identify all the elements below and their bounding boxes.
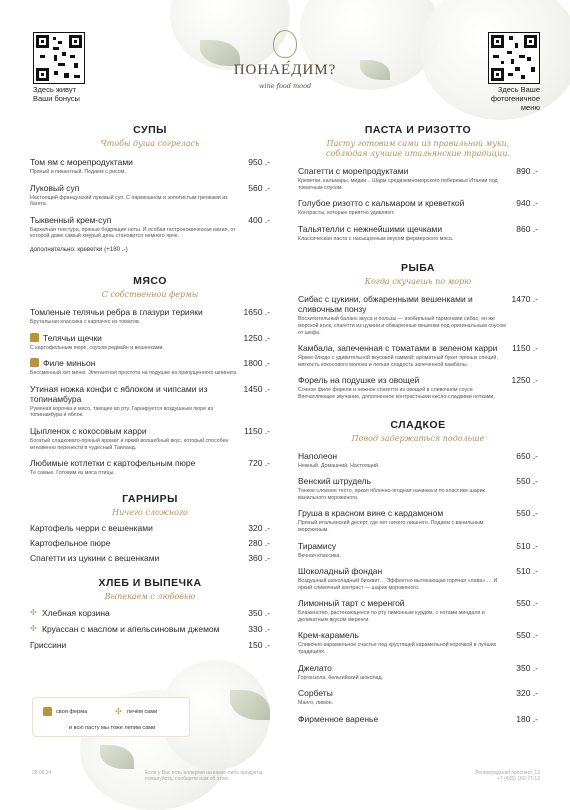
menu-item bbox=[298, 198, 538, 217]
wheat-icon: ✣ bbox=[115, 707, 122, 716]
menu-item bbox=[30, 215, 270, 240]
item-price: 1800 .- bbox=[243, 358, 270, 369]
left-column bbox=[30, 124, 270, 650]
item-name: Сорбеты bbox=[298, 688, 333, 699]
item-description: Румяная корочка и мясо, тающее во рту. Гарнируется воздушным пюре из топинамбура и яблок. bbox=[30, 405, 213, 419]
item-name: Любимые котлетки с картофельным пюре bbox=[30, 458, 196, 469]
section-title: ХЛЕБ И ВЫПЕЧКА bbox=[98, 576, 202, 589]
item-price: 360 .- bbox=[248, 552, 270, 563]
menu-item bbox=[298, 343, 538, 368]
item-description: Восхитительный баланс вкуса и пользы — изобильный гармонами сибас, он же морской волк, спагетти из цукини и обжаренные вешенки под оригинальным соусом от шефа. bbox=[298, 316, 506, 336]
item-name: Джелато bbox=[298, 662, 332, 673]
item-name: Фирменное варенье bbox=[298, 713, 379, 724]
farm-icon bbox=[30, 333, 39, 342]
legend-pasta-note: и всю пасту мы тоже лепим сами bbox=[69, 725, 156, 731]
item-price: 1470 .- bbox=[511, 294, 538, 305]
item-description: Манго, лимон. bbox=[298, 700, 334, 707]
item-price: 180 .- bbox=[516, 713, 538, 724]
menu-item bbox=[298, 688, 538, 707]
item-description: Блаженство, растекающееся по рту лимонным курдом, с нотами миндаля и деликатным вкусом меренги. bbox=[298, 610, 485, 623]
item-price: 560 .- bbox=[248, 182, 270, 193]
item-price: 650 .- bbox=[516, 450, 538, 461]
item-name: Спагетти из цукини с вешенками bbox=[30, 552, 160, 563]
section-soups bbox=[30, 124, 270, 253]
legend-baked-label: печём сами bbox=[127, 708, 158, 715]
section-title: ПАСТА И РИЗОТТО bbox=[364, 124, 472, 136]
item-price: 320 .- bbox=[248, 522, 270, 533]
menu-item bbox=[30, 426, 270, 451]
item-name: Гриссини bbox=[30, 639, 67, 650]
item-price: 860 .- bbox=[516, 223, 538, 234]
item-description: Горгонзола, бельгийский шоколад. bbox=[298, 674, 384, 681]
item-name: Луковый суп bbox=[30, 182, 80, 193]
section-subtitle: Повод задержаться подольше bbox=[351, 433, 485, 443]
wheat-icon: ✣ bbox=[30, 623, 37, 633]
section-fish bbox=[298, 262, 538, 400]
item-price: 1250 .- bbox=[511, 375, 538, 386]
menu-item bbox=[298, 598, 538, 623]
item-price: 150 .- bbox=[248, 639, 270, 650]
qr-caption-bonuses: Здесь живут Ваши бонусы bbox=[33, 85, 80, 103]
menu-item bbox=[30, 640, 270, 650]
menu-item bbox=[298, 566, 538, 591]
section-title: МЯСО bbox=[133, 274, 167, 287]
item-description: Контрасты, которые приятно удивляют. bbox=[298, 210, 395, 217]
section-title: СЛАДКОЕ bbox=[390, 418, 446, 431]
item-name: Груша в красном вине с кардамоном bbox=[298, 508, 444, 519]
item-price: 330 .- bbox=[248, 623, 270, 634]
item-name: Телячьи щечки bbox=[43, 332, 102, 343]
extra-option: дополнительно: креветки (+180 .-) bbox=[30, 245, 128, 253]
item-name: Камбала, запеченная с томатами в зеленом карри bbox=[298, 343, 498, 354]
item-name: Сибас с цукини, обжаренными вешенками и сливочным понзу bbox=[298, 294, 473, 315]
restaurant-logo bbox=[226, 30, 344, 90]
item-description: Бархатная текстура, пряные бодрящие ноты. И особая гастрономическая магия, от которой даже самый хмурый день становится немного ярче. bbox=[30, 226, 236, 240]
menu-item bbox=[298, 508, 538, 533]
section-subtitle: Чтобы душа согрелась bbox=[100, 139, 200, 148]
item-name: Шоколадный фондан bbox=[298, 566, 383, 577]
item-price: 1450 .- bbox=[243, 383, 270, 394]
legend-farm-label: своя ферма bbox=[56, 708, 88, 715]
menu-item bbox=[30, 384, 270, 419]
item-description: Креветки, кальмары, мидии... Шарм средиземноморского побережья Италии под томатным соусом. bbox=[298, 178, 498, 191]
item-price: 550 .- bbox=[516, 508, 538, 519]
item-description: Нежный. Домашний. Настоящий. bbox=[298, 462, 380, 469]
item-description: Брутальная классика с карпаччо из томатов. bbox=[30, 318, 141, 325]
item-name: Томленые телячьи ребра в глазури терияки bbox=[30, 306, 203, 317]
item-name: Цыпленок с кокосовым карри bbox=[30, 425, 147, 436]
item-price: 940 .- bbox=[516, 198, 538, 209]
section-subtitle: Выпекаем с любовью bbox=[104, 591, 196, 601]
item-name: Том ям с морепродуктами bbox=[30, 157, 133, 167]
menu-item bbox=[298, 714, 538, 724]
item-name: Голубое ризотто с кальмаром и креветкой bbox=[298, 198, 465, 209]
menu-item bbox=[30, 624, 270, 634]
section-sweet bbox=[298, 419, 538, 724]
item-name: Тыквенный крем-суп bbox=[30, 214, 112, 225]
footer-allergy-note: Если у Вас есть аллергия на какие-либо продукты, пожалуйста, сообщите нам об этом. bbox=[145, 770, 264, 782]
wheat-icon: ✣ bbox=[30, 607, 37, 617]
section-pasta bbox=[298, 124, 538, 242]
footer-address: Ленинградский проспект, 12 +7 (495) 160-77-12 bbox=[475, 770, 540, 782]
item-price: 1250 .- bbox=[243, 332, 270, 343]
item-description: Сливочно-карамельное счастье под хрустящей карамельной корочкой в лучших традициях. bbox=[298, 642, 497, 656]
item-price: 1150 .- bbox=[244, 425, 270, 436]
item-description: Бессменный хит меню. Элегантная простота на подушке из припущенного шпината. bbox=[30, 370, 238, 377]
item-name: Тальятелли с нежнейшими щечками bbox=[298, 223, 443, 234]
right-column bbox=[298, 124, 538, 724]
item-name: Картофель черри с вешенками bbox=[30, 522, 153, 533]
item-description: Те самые. Готовим из мяса птицы. bbox=[30, 470, 115, 477]
item-name: Картофельное пюре bbox=[30, 537, 111, 548]
item-name: Круассан с маслом и апельсиновым джемом bbox=[42, 623, 220, 634]
menu-item bbox=[30, 523, 270, 533]
menu-item bbox=[298, 166, 538, 191]
section-subtitle: Когда скучаешь по морю bbox=[364, 277, 472, 287]
item-price: 350 .- bbox=[248, 607, 270, 618]
menu-item bbox=[30, 458, 270, 477]
qr-code-photo-menu[interactable] bbox=[488, 32, 540, 84]
item-price: 350 .- bbox=[516, 662, 538, 673]
menu-item bbox=[30, 538, 270, 548]
menu-item bbox=[30, 183, 270, 208]
item-price: 400 .- bbox=[248, 214, 270, 225]
section-title: РЫБА bbox=[400, 262, 435, 275]
item-price: 510 .- bbox=[516, 566, 538, 577]
menu-item bbox=[298, 375, 538, 400]
item-name: Венский штрудель bbox=[298, 476, 372, 487]
item-description: Вечная классика. bbox=[298, 552, 341, 559]
footer-date: 28.06.24 bbox=[32, 770, 52, 776]
logo-tagline: wine food mood bbox=[258, 82, 312, 90]
menu-item bbox=[298, 224, 538, 243]
item-description: Пряный итальянский десерт, где нет ничего лишнего. Подаем с ванильным мороженым. bbox=[298, 520, 484, 533]
qr-caption-photo-menu: Здесь Ваше фотогеничное меню bbox=[490, 85, 540, 112]
item-price: 950 .- bbox=[248, 157, 270, 167]
item-name: Хлебная корзина bbox=[42, 607, 110, 618]
menu-item bbox=[30, 553, 270, 563]
item-description: Классическая паста с насыщенным вкусом фермерского мяса. bbox=[298, 235, 454, 242]
qr-code-bonuses[interactable] bbox=[33, 32, 85, 84]
item-name: Крем-карамель bbox=[298, 630, 359, 641]
item-description: Воздушный шоколадный бисквит… Эффектно вытекающая горячая «лава» … И яркий сливочный контраст — шарик мороженого. bbox=[298, 578, 498, 591]
section-meat bbox=[30, 275, 270, 477]
item-description: Пряный и пикантный. Подаем с рисом. bbox=[30, 169, 126, 175]
item-price: 720 .- bbox=[248, 458, 270, 469]
menu-item bbox=[298, 630, 538, 655]
item-price: 890 .- bbox=[516, 166, 538, 176]
item-name: Тирамису bbox=[298, 540, 337, 551]
menu-item bbox=[30, 157, 270, 176]
item-name: Филе миньон bbox=[43, 358, 96, 369]
section-subtitle: С собственной фермы bbox=[101, 289, 199, 299]
icon-legend bbox=[32, 697, 190, 737]
logo-name: ПОНАЕ́ДИМ? bbox=[233, 62, 337, 78]
item-price: 280 .- bbox=[248, 537, 270, 548]
item-description: Богатый сладковато-пряный аромат и яркий волшебный вкус, который способен мгновенно перенести в чудесный Таиланд. bbox=[30, 437, 229, 451]
farm-icon bbox=[43, 707, 52, 716]
section-subtitle: Пасту готовим сами из правильной муки, соблюдая лучшие итальянские традиции. bbox=[325, 139, 511, 158]
item-price: 550 .- bbox=[516, 630, 538, 641]
farm-icon bbox=[30, 358, 39, 367]
item-name: Форель на подушке из овощей bbox=[298, 375, 420, 386]
section-bread bbox=[30, 577, 270, 650]
item-price: 550 .- bbox=[516, 598, 538, 609]
section-subtitle: Ничего сложного bbox=[112, 507, 188, 517]
item-description: Яркое блюдо с удивительной вкусовой гаммой: ароматный букет пряных специй, мягкость кокосового молока и легкая сладость запеченной камбалы. bbox=[298, 355, 498, 368]
item-description: Сочное филе форели и нежное спагетти из овощей в сливочном соусе. Впечатляющее звучание, дополненное контрастными кисло-сладкими нотками. bbox=[298, 387, 495, 400]
menu-item bbox=[298, 294, 538, 336]
menu-item bbox=[298, 476, 538, 501]
item-description: С картофельным пюре, соусом редвайн и вешенками. bbox=[30, 344, 164, 351]
menu-item bbox=[30, 333, 270, 352]
section-garnish bbox=[30, 493, 270, 563]
item-name: Спагетти с морепродуктами bbox=[298, 166, 409, 176]
item-description: Тонкое слоеное тесто, яркая яблочно-ягодная начинка и по классике шарик ванильного мороженого. bbox=[298, 488, 485, 501]
menu-item bbox=[298, 663, 538, 682]
menu-item bbox=[298, 541, 538, 560]
item-name: Наполеон bbox=[298, 450, 338, 461]
menu-item bbox=[30, 307, 270, 326]
menu-item bbox=[30, 608, 270, 618]
section-title: СУПЫ bbox=[133, 124, 167, 136]
menu-item bbox=[30, 358, 270, 377]
item-description: Настоящий французский луковый суп. С пармезаном и золотистым гренками из багета. bbox=[30, 194, 228, 208]
logo-emblem-icon bbox=[273, 30, 297, 58]
item-price: 320 .- bbox=[516, 688, 538, 699]
item-price: 510 .- bbox=[516, 540, 538, 551]
item-price: 550 .- bbox=[516, 476, 538, 487]
section-title: ГАРНИРЫ bbox=[122, 492, 178, 505]
item-price: 1650 .- bbox=[243, 306, 270, 317]
menu-item bbox=[298, 451, 538, 470]
item-name: Лимонный тарт с меренгой bbox=[298, 598, 405, 609]
item-name: Утиная ножка конфи с яблоком и чипсами из топинамбура bbox=[30, 383, 208, 404]
item-price: 1150 .- bbox=[512, 343, 538, 354]
